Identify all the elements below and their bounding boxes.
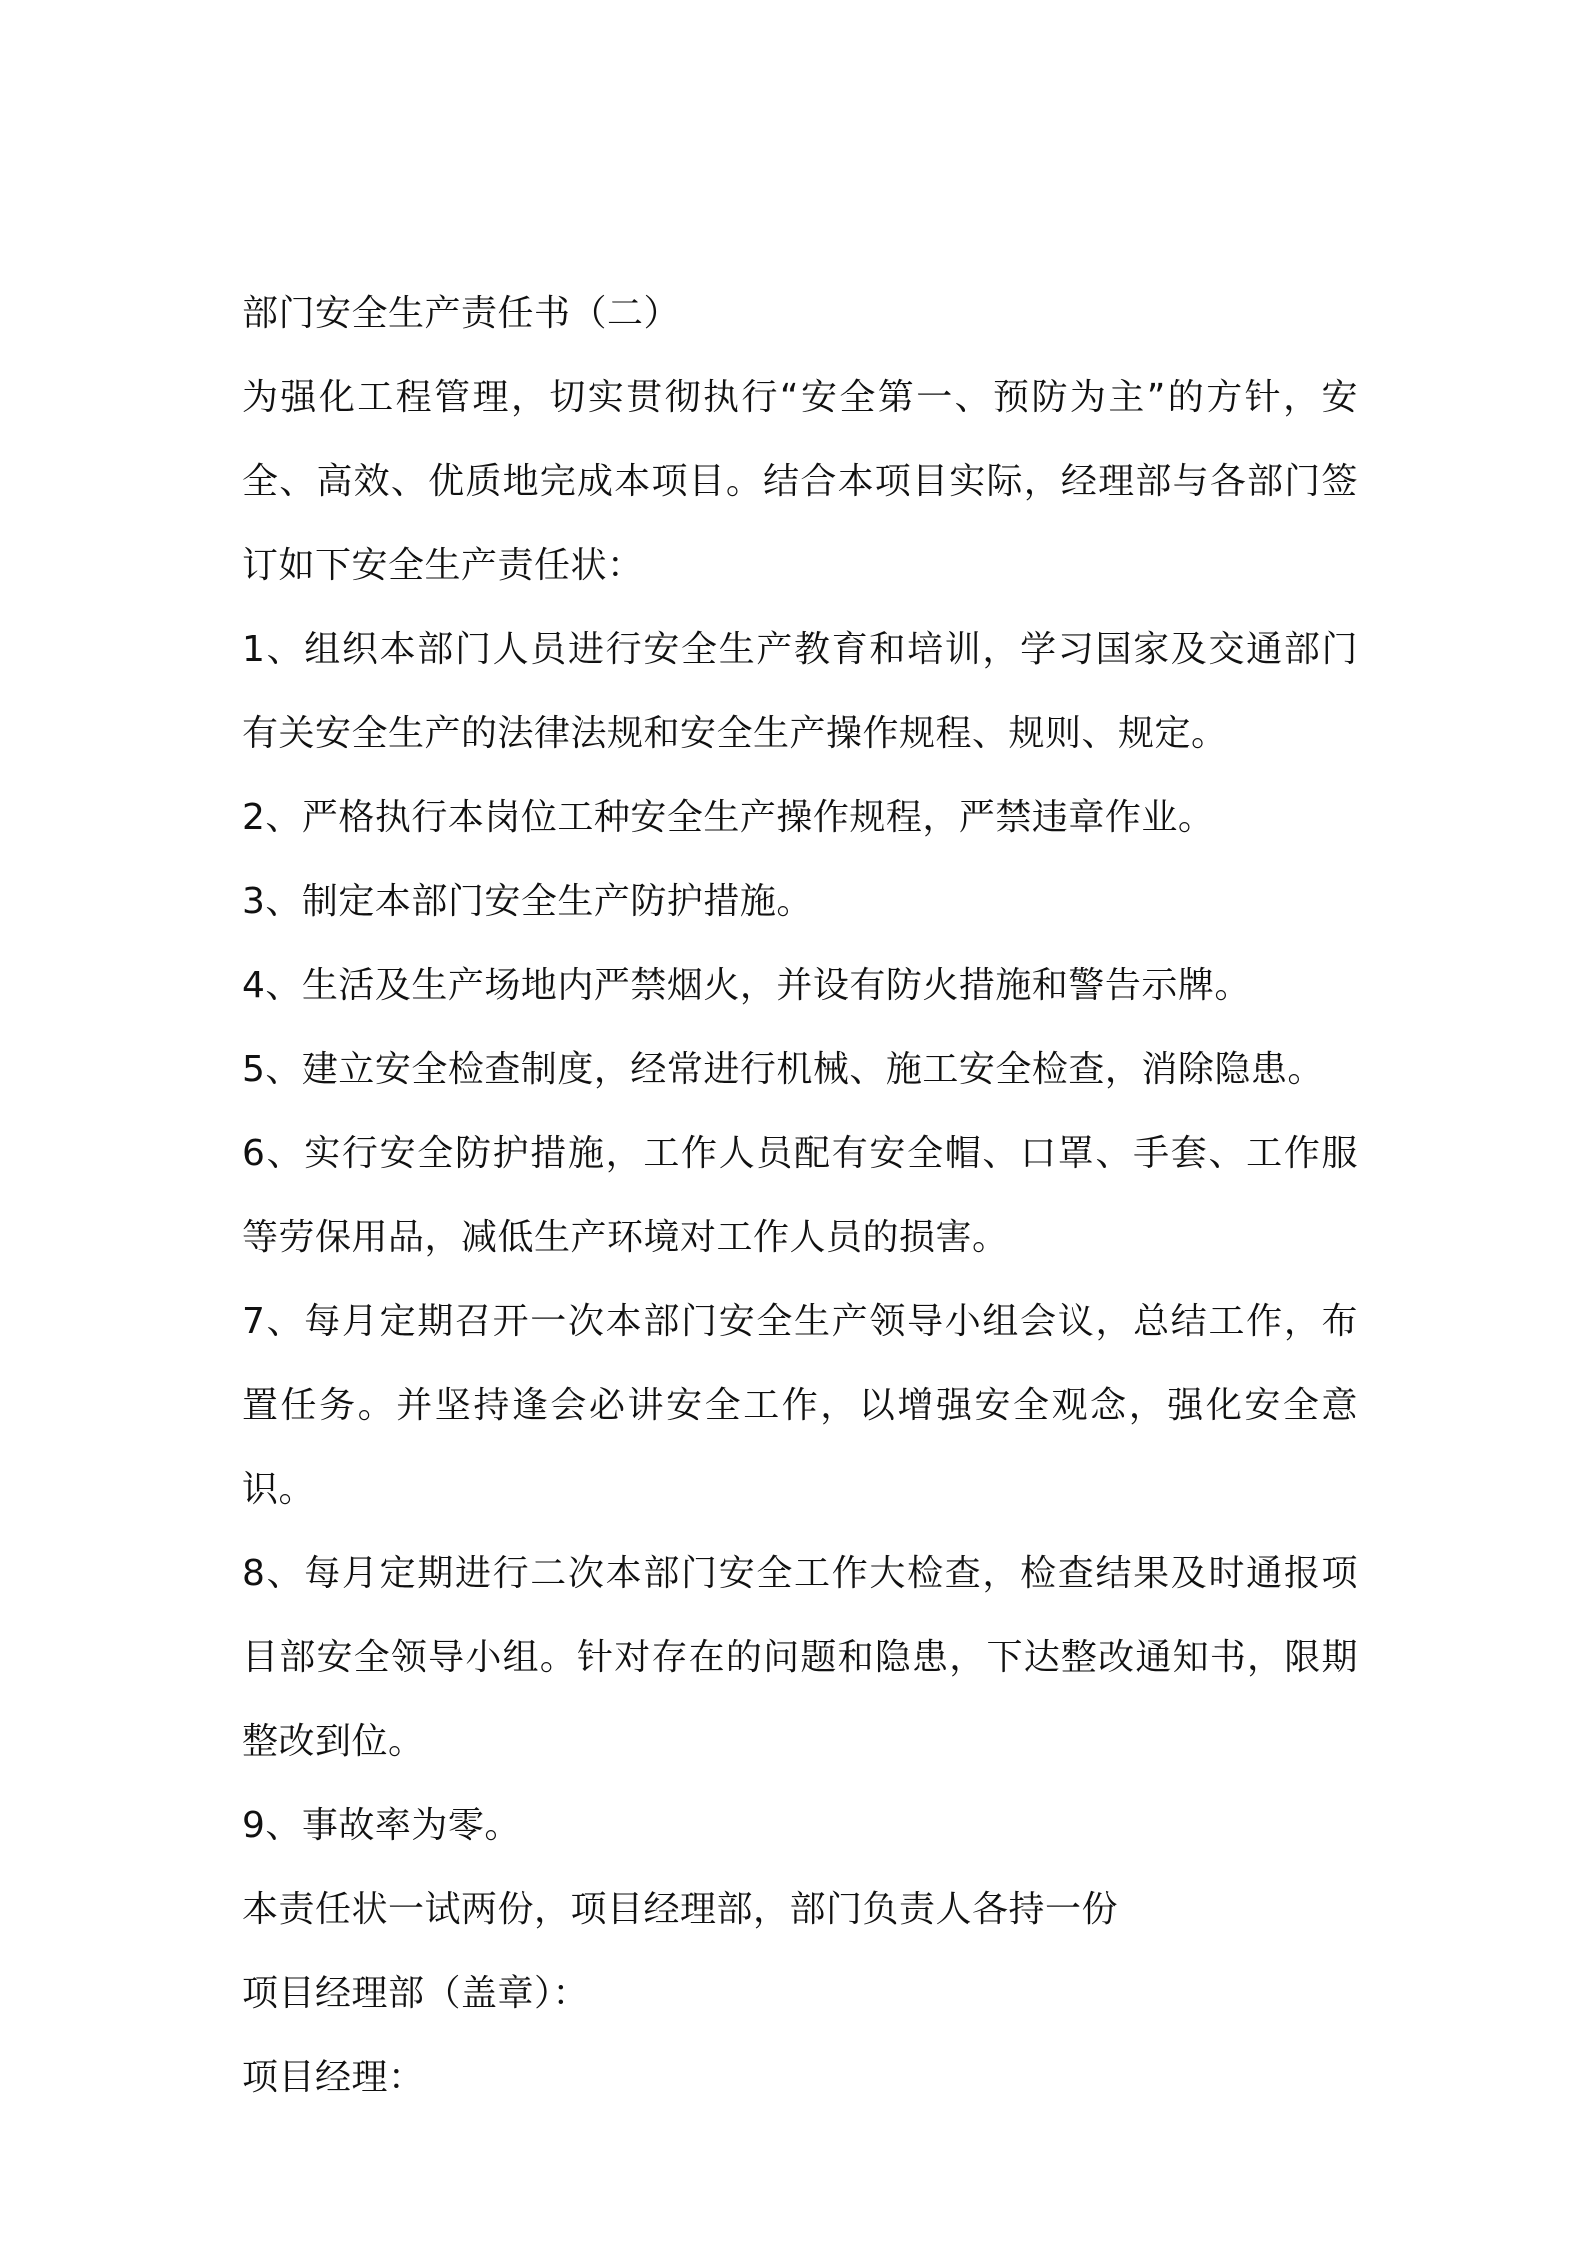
document-title: 部门安全生产责任书（二） (242, 293, 681, 334)
closing-statement: 本责任状一试两份，项目经理部，部门负责人各持一份 (242, 1889, 1119, 1930)
item-1: 1、组织本部门人员进行安全生产教育和培训，学习国家及交通部门有关安全生产的法律法规和安全生产操作规程、规则、规定。 (242, 629, 1358, 754)
intro-paragraph: 为强化工程管理，切实贯彻执行“安全第一、预防为主”的方针，安全、高效、优质地完成本项目。结合本项目实际，经理部与各部门签订如下安全生产责任状： (242, 377, 1358, 586)
item-9: 9、事故率为零。 (242, 1805, 521, 1846)
item-3: 3、制定本部门安全生产防护措施。 (242, 881, 813, 922)
item-6: 6、实行安全防护措施，工作人员配有安全帽、口罩、手套、工作服等劳保用品，减低生产环境对工作人员的损害。 (242, 1133, 1358, 1258)
item-5: 5、建立安全检查制度，经常进行机械、施工安全检查，消除隐患。 (242, 1049, 1324, 1090)
item-7: 7、每月定期召开一次本部门安全生产领导小组会议，总结工作，布置任务。并坚持逢会必讲安全工作，以增强安全观念，强化安全意识。 (242, 1301, 1358, 1510)
manager-label: 项目经理： (242, 2057, 425, 2098)
seal-label: 项目经理部（盖章）： (242, 1973, 590, 2014)
item-4: 4、生活及生产场地内严禁烟火，并设有防火措施和警告示牌。 (242, 965, 1251, 1006)
item-2: 2、严格执行本岗位工种安全生产操作规程，严禁违章作业。 (242, 797, 1215, 838)
document-body (242, 272, 1358, 2120)
item-8: 8、每月定期进行二次本部门安全工作大检查，检查结果及时通报项目部安全领导小组。针对存在的问题和隐患，下达整改通知书，限期整改到位。 (242, 1553, 1358, 1762)
